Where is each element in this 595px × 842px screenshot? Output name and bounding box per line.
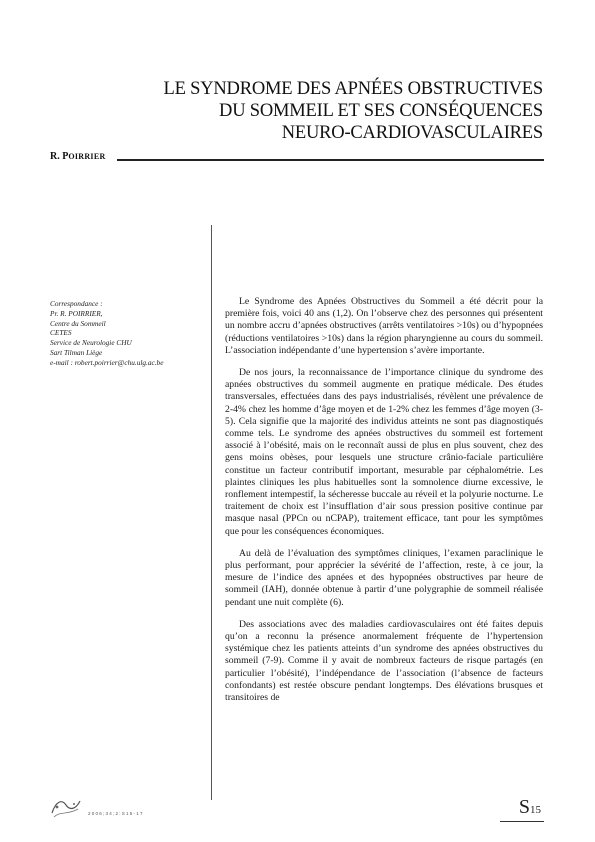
journal-logo-icon xyxy=(48,795,84,821)
paragraph: De nos jours, la reconnaissance de l’importance clinique du syndrome des apnées obstructives du sommeil augmente en pratique médicale. Des études transversales, effectuées dans des pays industrialisés, révèlent une prévalence de 2-4% chez les homme d’âge moyen et de 1-2% chez les femmes d’âge moyen (3-5). Cela signifie que la majorité des individus atteints ne sont pas diagnostiqués comme tels. Le syndrome des apnées obstructives du sommeil est fortement associé à l’obésité, mais on le reconnaît aussi de plus en plus souvent, chez des gens moins obèses, pour lesquels une structure crânio-faciale particulière constitue un facteur contributif important, mesurable par céphalométrie. Les plaintes cliniques les plus habituelles sont la somnolence diurne excessive, le ronflement intempestif, la sécheresse buccale au réveil et la polyurie nocturne. Le traitement de choix est l’insufflation d’air sous pression positive continue par masque nasal (PPCn ou nCPAP), traitement efficace, tant pour les symptômes que pour les conséquences économiques. xyxy=(225,367,543,537)
citation-reference: 2 0 0 6 ; 3 4 ; 2 : S 1 5 - 1 7 xyxy=(88,811,143,816)
paragraph: Des associations avec des maladies cardiovasculaires ont été faites depuis qu’on a reconnu la présence anormalement fréquente de l’hypertension systémique chez les patients atteints d’un syndrome des apnées obstructives du sommeil (7-9). Comme il y avait de nombreux facteurs de risque partagés (en particulier l’obésité), l’indépendance de l’association (l’absence de facteurs confondants) est restée obscure pendant longtemps. Des élévations brusques et transitoires de xyxy=(225,618,543,704)
page-number xyxy=(519,796,541,819)
correspondance-line: Correspondance : xyxy=(50,299,103,308)
correspondance-block xyxy=(50,299,205,368)
correspondance-line: Sart Tilman Liège xyxy=(50,347,103,357)
correspondance-line: Centre du Sommeil xyxy=(50,318,106,328)
paragraph: Au delà de l’évaluation des symptômes cliniques, l’examen paraclinique le plus performant, pour apprécier la sévérité de l’affection, reste, à ce jour, la mesure de l’indice des apnées et des hypopnées obstructives par heure de sommeil (IAH), donnée obtenue à partir d’une polygraphie de sommeil réalisée pendant une nuit complète (6). xyxy=(225,547,543,608)
article-title xyxy=(103,78,543,144)
correspondance-line: CETES xyxy=(50,328,72,338)
body-text xyxy=(225,296,543,714)
column-divider xyxy=(211,225,212,800)
supplement-letter: S xyxy=(518,796,530,818)
correspondance-line: Pr. R. POIRRIER, xyxy=(50,308,103,318)
author-rule xyxy=(117,159,544,161)
correspondance-line: Service de Neurologie CHU xyxy=(50,338,132,348)
paragraph: Le Syndrome des Apnées Obstructives du Sommeil a été décrit pour la première fois, voici 40 ans (1,2). On l’observe chez des personnes qui présentent un nombre accru d’apnées obstructives (arrêts ventilatoires >10s) ou d’hypopnées (réductions ventilatoires >10s) dans la région pharyngienne au cours du sommeil. L’association indépendante d’une hypertension s’avère importante. xyxy=(225,296,543,356)
title-line: DU SOMMEIL ET SES CONSÉQUENCES xyxy=(219,101,543,121)
page-number-value: 15 xyxy=(530,804,541,816)
author-initial: R. P xyxy=(50,151,69,162)
author-name xyxy=(50,151,106,162)
correspondance-email: e-mail : robert.poirrier@chu.ulg.ac.be xyxy=(50,357,164,367)
folio-rule xyxy=(500,821,544,822)
author-surname: OIRRIER xyxy=(68,152,106,161)
title-line: LE SYNDROME DES APNÉES OBSTRUCTIVES xyxy=(163,79,543,99)
title-line: NEURO-CARDIOVASCULAIRES xyxy=(281,123,543,143)
